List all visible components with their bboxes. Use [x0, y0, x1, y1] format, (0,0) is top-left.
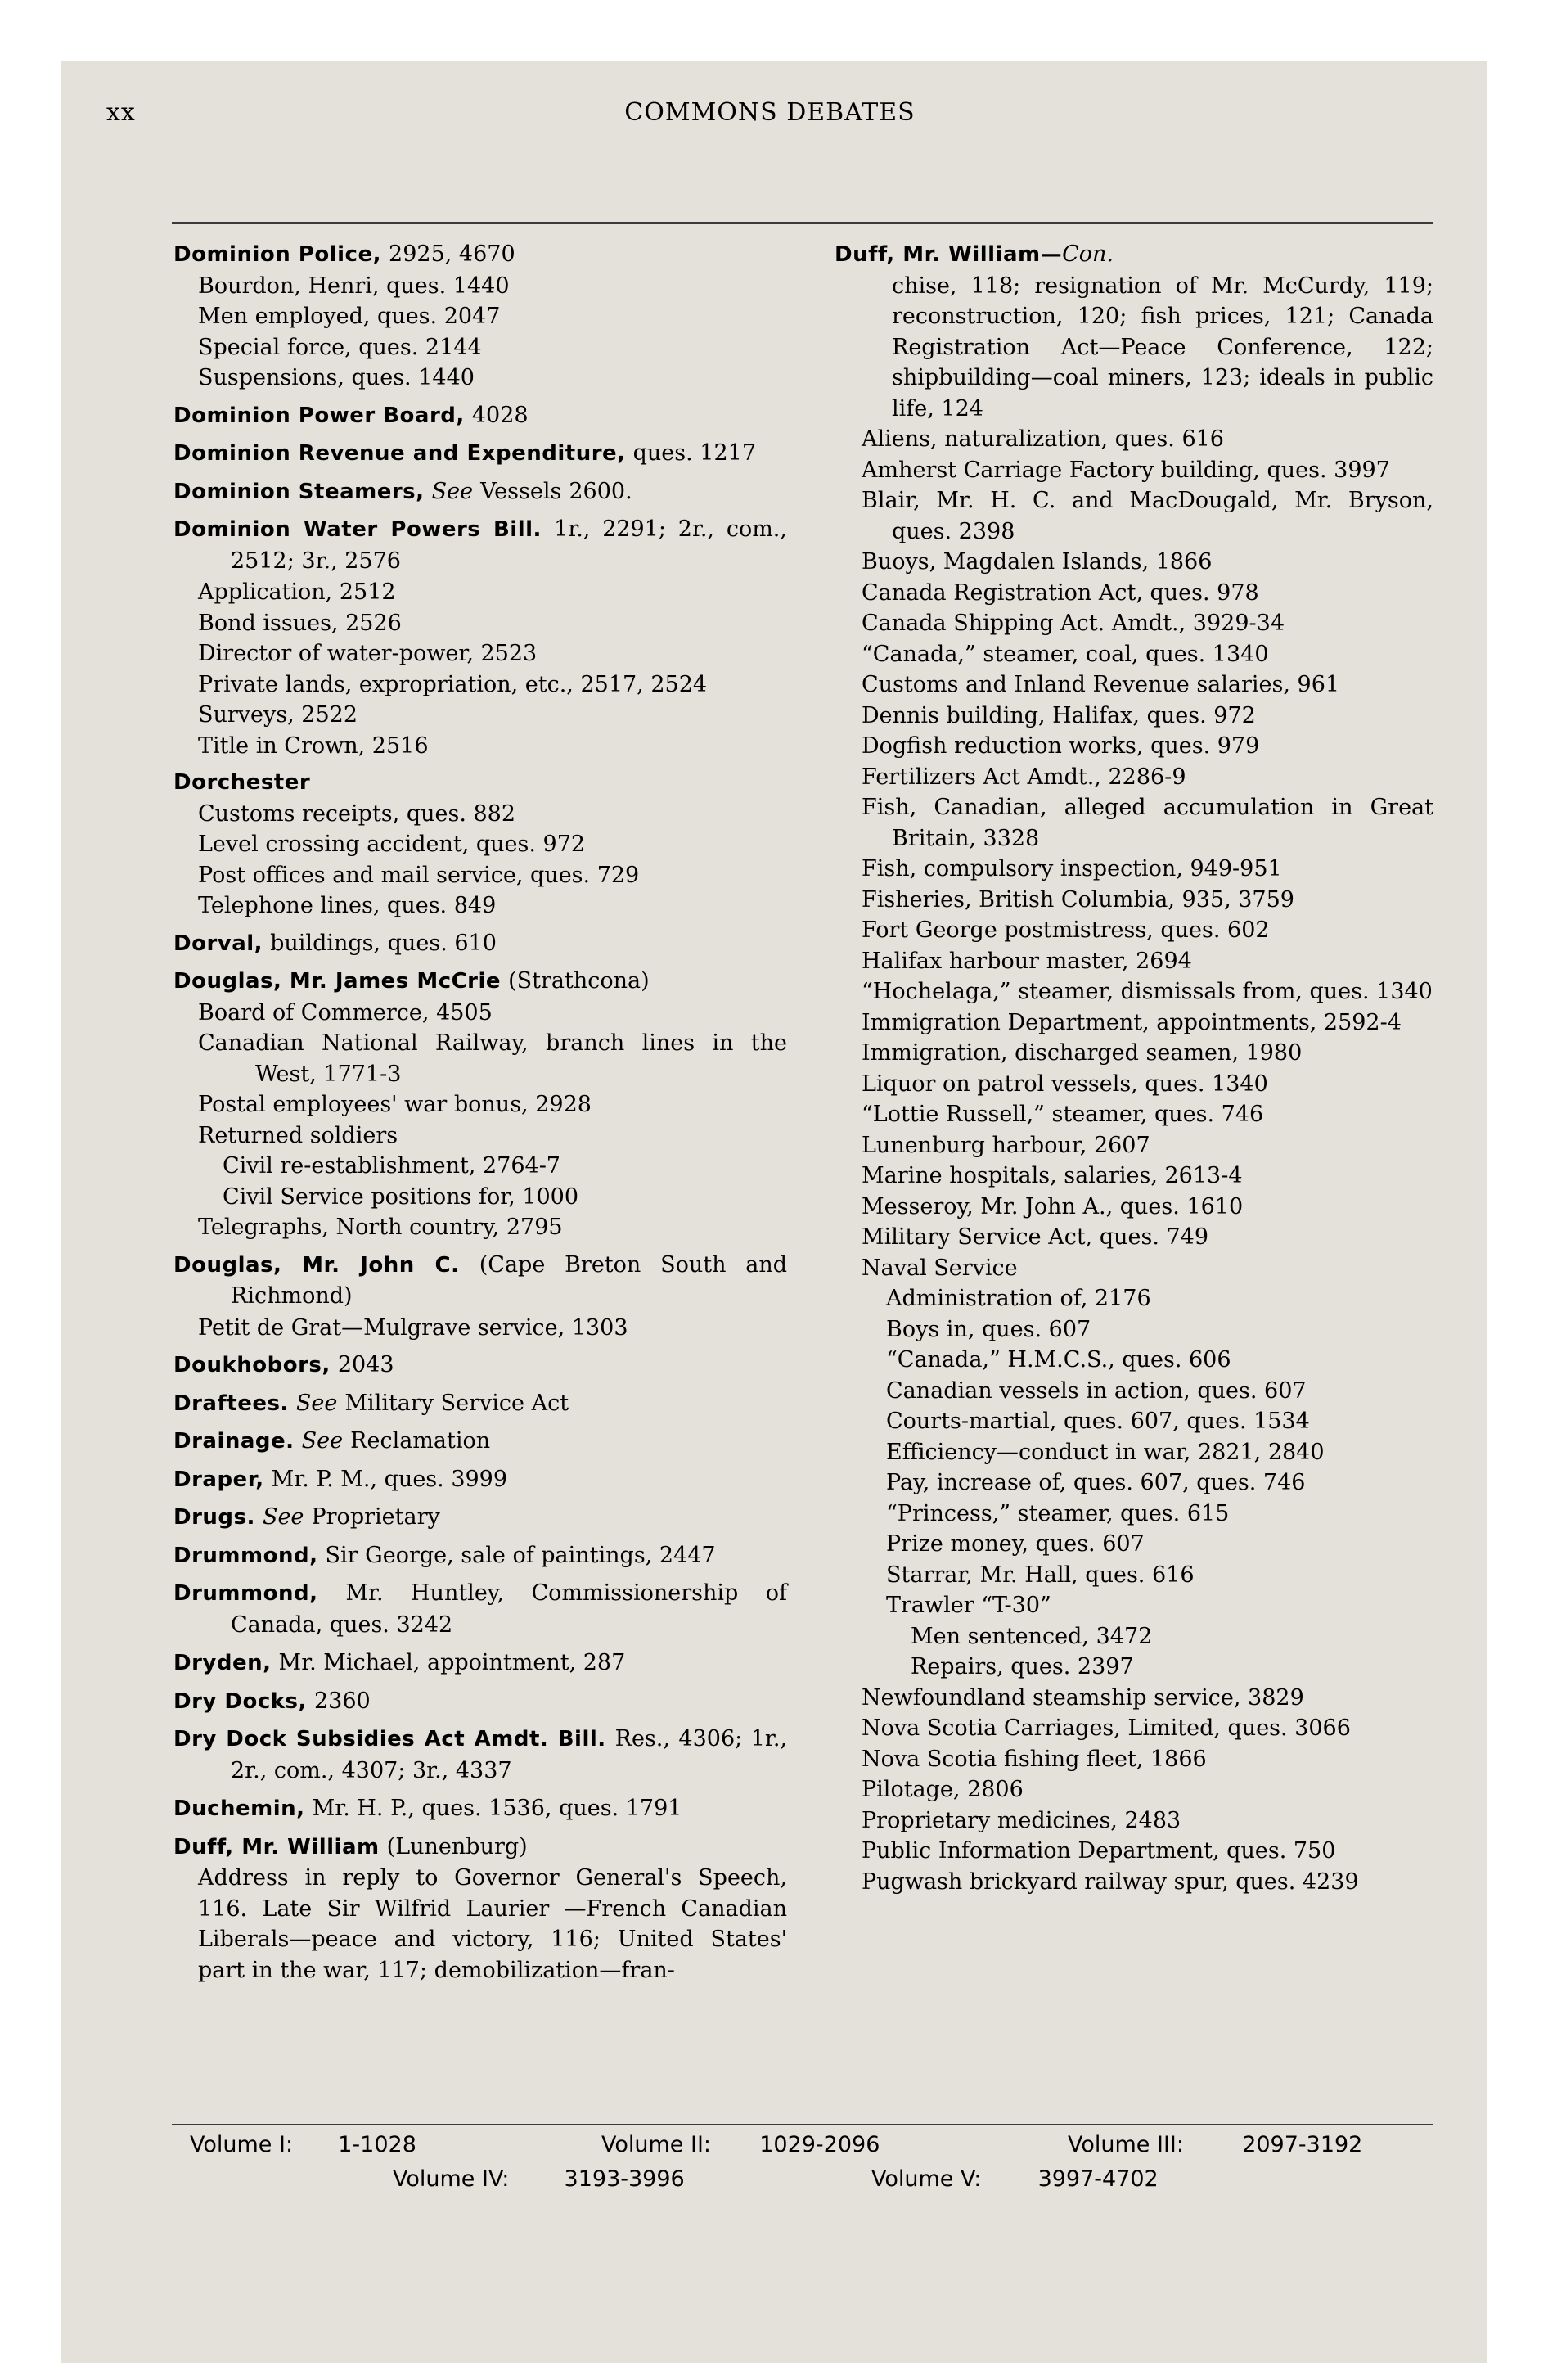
entry-subsubheading: Repairs, ques. 2397 [911, 1654, 1134, 1679]
entry-heading: Dominion Revenue and Expenditure, [173, 441, 626, 466]
entry-heading: Duff, Mr. William— [835, 242, 1063, 267]
index-entry [173, 1686, 787, 1718]
entry-subheading: Pugwash brickyard railway spur, ques. 4239 [862, 1868, 1359, 1895]
see-reference-target: Military Service Act [344, 1390, 569, 1416]
footer-volume-5-label: Volume V: [871, 2166, 982, 2192]
entry-subheading: Canada Registration Act, ques. 978 [862, 579, 1259, 606]
index-entry [173, 1250, 787, 1344]
entry-reference: ques. 1217 [632, 440, 756, 466]
entry-subheading: Petit de Grat—Mulgrave service, 1303 [198, 1314, 628, 1341]
entry-subheading: Halifax harbour master, 2694 [862, 948, 1192, 974]
index-entry [173, 239, 787, 394]
entry-heading-line [173, 438, 787, 470]
entry-subheading: “Hochelaga,” steamer, dismissals from, ques. 1340 [862, 979, 1433, 1004]
entry-subsubheading: Courts-martial, ques. 607, ques. 1534 [886, 1409, 1310, 1434]
entry-subheading: Special force, ques. 2144 [198, 334, 482, 360]
entry-subheading: Naval Service [862, 1255, 1018, 1281]
see-reference-label: See [301, 1428, 344, 1454]
entry-heading-line [173, 1724, 787, 1787]
entry-subsubheading: Canadian vessels in action, ques. 607 [886, 1377, 1307, 1404]
entry-subheading: Liquor on patrol vessels, ques. 1340 [862, 1071, 1268, 1097]
entry-heading: Drummond, [173, 1543, 318, 1568]
entry-reference: Sir George, sale of paintings, 2447 [325, 1542, 716, 1568]
entry-heading-line [173, 768, 787, 799]
entry-heading-line [173, 400, 787, 432]
entry-heading: Dry Dock Subsidies Act Amdt. Bill. [173, 1727, 606, 1751]
page-header [106, 98, 1433, 144]
entry-heading-line [173, 966, 787, 998]
page-folio: xx [106, 98, 136, 127]
entry-reference: buildings, ques. 610 [270, 930, 497, 956]
entry-subsubheading: Boys in, ques. 607 [886, 1316, 1091, 1342]
footer-volume-3-label: Volume III: [1068, 2132, 1184, 2157]
entry-subheading: Bond issues, 2526 [198, 610, 402, 636]
entry-subheading: Telegraphs, North country, 2795 [198, 1215, 563, 1240]
index-entry [173, 400, 787, 432]
index-entry [173, 1464, 787, 1496]
entry-subheading: Pilotage, 2806 [862, 1777, 1024, 1802]
entry-subsubheading: Prize money, ques. 607 [886, 1531, 1145, 1557]
entry-subheading: Postal employees' war bonus, 2928 [198, 1092, 592, 1117]
entry-paragraph: Address in reply to Governor General's Speech, 116. Late Sir Wilfrid Laurier —French Canadian Liberals—peace and victory, 116; United States' part in the war, 117; demobilization—fran- [198, 1865, 787, 1983]
footer-volume-2 [601, 2132, 880, 2157]
index-entry [173, 476, 787, 508]
entry-heading-line [173, 1426, 787, 1458]
entry-subheading: Surveys, 2522 [198, 702, 358, 728]
entry-reference: (Strathcona) [508, 968, 650, 994]
entry-reference: Mr. H. P., ques. 1536, ques. 1791 [312, 1796, 682, 1821]
footer-volume-2-range: 1029-2096 [759, 2132, 880, 2157]
footer-volume-1-range: 1-1028 [338, 2132, 416, 2157]
entry-subheading: Suspensions, ques. 1440 [198, 365, 475, 390]
entry-paragraph: chise, 118; resignation of Mr. McCurdy, 119; reconstruction, 120; fish prices, 121; Canada Registration Act—Peace Conference, 122; shipbuilding—coal miners, 123; ideals in public life, 124 [892, 273, 1433, 421]
entry-subsubheading: Civil re-establishment, 2764-7 [223, 1153, 560, 1179]
right-column [835, 239, 1433, 1897]
entry-subheading: Dennis building, Halifax, ques. 972 [862, 702, 1256, 728]
footer-volume-4-label: Volume IV: [393, 2166, 510, 2192]
entry-heading-line [173, 1502, 787, 1534]
entry-subheading: Marine hospitals, salaries, 2613-4 [862, 1163, 1243, 1188]
entry-subsubheading: Efficiency—conduct in war, 2821, 2840 [886, 1439, 1325, 1465]
entry-heading-line [173, 928, 787, 960]
entry-subheading: Immigration, discharged seamen, 1980 [862, 1040, 1303, 1066]
entry-subheading: Messeroy, Mr. John A., ques. 1610 [862, 1193, 1244, 1219]
index-entry [173, 1388, 787, 1420]
entry-subsubheading: Administration of, 2176 [886, 1286, 1151, 1311]
entry-reference: 4028 [471, 402, 529, 428]
entry-subheading: Immigration Department, appointments, 2592-4 [862, 1009, 1402, 1035]
entry-heading: Drugs. [173, 1505, 255, 1530]
entry-heading: Dry Docks, [173, 1688, 307, 1714]
entry-subsubheading: “Princess,” steamer, ques. 615 [886, 1500, 1230, 1526]
entry-subheading: Application, 2512 [198, 579, 396, 605]
entry-subheading: Newfoundland steamship service, 3829 [862, 1684, 1304, 1711]
entry-subheading: Blair, Mr. H. C. and MacDougald, Mr. Bryson, ques. 2398 [862, 488, 1433, 544]
entry-heading: Dryden, [173, 1651, 272, 1675]
entry-heading: Draper, [173, 1467, 264, 1492]
entry-heading-line [173, 1464, 787, 1496]
footer-volume-2-label: Volume II: [601, 2132, 712, 2157]
index-entry [173, 514, 787, 761]
entry-subheading: Nova Scotia Carriages, Limited, ques. 3066 [862, 1715, 1351, 1741]
index-entry [173, 1724, 787, 1787]
entry-reference: (Lunenburg) [386, 1833, 528, 1859]
footer-volume-3 [1068, 2132, 1362, 2157]
entry-subheading: Director of water-power, 2523 [198, 641, 538, 666]
entry-subsubheading: Trawler “T-30” [886, 1593, 1051, 1618]
entry-heading-line [173, 1540, 787, 1572]
entry-subheading: Returned soldiers [198, 1122, 398, 1148]
footer-rule [172, 2124, 1433, 2125]
see-reference-target: Reclamation [350, 1428, 491, 1454]
index-entry [173, 1832, 787, 1986]
entry-subheading: Customs receipts, ques. 882 [198, 800, 516, 827]
entry-reference: Mr. P. M., ques. 3999 [271, 1466, 508, 1492]
entry-subsubheading: Starrar, Mr. Hall, ques. 616 [886, 1562, 1195, 1588]
footer-volume-3-range: 2097-3192 [1242, 2132, 1363, 2157]
entry-subheading: Dogfish reduction works, ques. 979 [862, 733, 1260, 759]
entry-subsubheading: Men sentenced, 3472 [911, 1623, 1153, 1649]
entry-reference: Res., 4306; 1r., 2r., com., 4307; 3r., 4337 [231, 1726, 787, 1783]
footer-volume-1 [190, 2132, 416, 2157]
entry-heading: Dorval, [173, 931, 263, 956]
entry-heading: Dominion Water Powers Bill. [173, 517, 542, 542]
entry-heading-line [173, 514, 787, 577]
footer-volume-4-range: 3193-3996 [564, 2166, 685, 2192]
running-head: COMMONS DEBATES [624, 98, 916, 127]
entry-reference: Mr. Huntley, Commissionership of Canada, ques. 3242 [231, 1580, 787, 1638]
entry-heading: Drummond, [173, 1581, 318, 1606]
index-entry [173, 1502, 787, 1534]
entry-subheading: Lunenburg harbour, 2607 [862, 1132, 1150, 1158]
entry-subsubheading: “Canada,” H.M.C.S., ques. 606 [886, 1347, 1231, 1373]
left-column [173, 239, 787, 1992]
entry-heading: Dominion Police, [173, 242, 381, 267]
entry-heading-line [173, 1250, 787, 1313]
entry-heading-line [173, 1648, 787, 1679]
index-entry [173, 438, 787, 470]
entry-subheading: Public Information Department, ques. 750 [862, 1838, 1336, 1864]
entry-subheading: Title in Crown, 2516 [198, 732, 429, 759]
entry-subheading: Buoys, Magdalen Islands, 1866 [862, 549, 1213, 575]
entry-heading: Douglas, Mr. John C. [173, 1252, 460, 1278]
entry-subheading: Telephone lines, ques. 849 [198, 893, 497, 918]
footer-volume-1-label: Volume I: [190, 2132, 294, 2157]
entry-subsubheading: Civil Service positions for, 1000 [223, 1183, 579, 1210]
see-reference-label: See [262, 1504, 304, 1530]
index-entry [173, 966, 787, 1243]
entry-heading-line [173, 1832, 787, 1864]
entry-reference: 1r., 2291; 2r., com., 2512; 3r., 2576 [231, 516, 787, 574]
entry-subheading: Amherst Carriage Factory building, ques. 3997 [862, 457, 1390, 483]
entry-heading: Dominion Power Board, [173, 403, 465, 428]
index-entry [173, 1350, 787, 1382]
entry-reference: 2600. [569, 478, 632, 504]
entry-subheading: Post offices and mail service, ques. 729 [198, 862, 640, 888]
index-entry [173, 1793, 787, 1825]
entry-heading: Douglas, Mr. James McCrie [173, 969, 502, 994]
entry-subheading: Fish, compulsory inspection, 949-951 [862, 856, 1282, 881]
index-entry [173, 928, 787, 960]
entry-heading: Doukhobors, [173, 1353, 331, 1377]
entry-subheading: “Lottie Russell,” steamer, ques. 746 [862, 1102, 1264, 1127]
entry-subheading: “Canada,” steamer, coal, ques. 1340 [862, 641, 1269, 667]
see-reference-label: See [295, 1390, 338, 1416]
index-entry [173, 1540, 787, 1572]
entry-reference: (Cape Breton South and Richmond) [231, 1251, 787, 1309]
entry-subsubheading: Pay, increase of, ques. 607, ques. 746 [886, 1470, 1306, 1495]
entry-heading: Duff, Mr. William [173, 1834, 380, 1859]
entry-heading-line [173, 1350, 787, 1382]
entry-reference: 2043 [337, 1352, 394, 1377]
index-entry [173, 1578, 787, 1641]
entry-heading: Draftees. [173, 1391, 289, 1416]
entry-subheading: Board of Commerce, 4505 [198, 999, 493, 1025]
entry-reference: Mr. Michael, appointment, 287 [278, 1650, 626, 1675]
see-reference-target: Vessels [480, 478, 562, 504]
entry-heading-continued: Con. [1062, 241, 1114, 267]
entry-heading-line [173, 1686, 787, 1718]
entry-subheading: Proprietary medicines, 2483 [862, 1807, 1181, 1833]
entry-reference: 2360 [313, 1688, 371, 1714]
index-entry [173, 1648, 787, 1679]
entry-heading: Dominion Steamers, [173, 479, 425, 504]
entry-heading-line [173, 239, 787, 271]
see-reference-label: See [431, 478, 474, 504]
entry-subheading: Customs and Inland Revenue salaries, 961 [862, 672, 1340, 697]
index-entry [173, 1426, 787, 1458]
entry-subheading: Bourdon, Henri, ques. 1440 [198, 273, 510, 299]
see-reference-target: Proprietary [311, 1504, 440, 1530]
entry-subheading: Canadian National Railway, branch lines in the West, 1771-3 [198, 1030, 787, 1087]
entry-subheading: Fort George postmistress, ques. 602 [862, 917, 1270, 943]
footer-volume-4 [393, 2166, 685, 2192]
header-rule [172, 222, 1433, 224]
footer-volume-5 [871, 2166, 1159, 2192]
entry-heading: Dorchester [173, 770, 311, 795]
index-entry [173, 768, 787, 922]
entry-subheading: Nova Scotia fishing fleet, 1866 [862, 1746, 1207, 1772]
entry-subheading: Fish, Canadian, alleged accumulation in Great Britain, 3328 [862, 795, 1433, 851]
entry-subheading: Men employed, ques. 2047 [198, 304, 501, 329]
entry-heading-line [173, 1578, 787, 1641]
entry-heading-line [173, 1793, 787, 1825]
entry-heading-line [173, 476, 787, 508]
entry-subheading: Military Service Act, ques. 749 [862, 1224, 1209, 1250]
entry-subheading: Aliens, naturalization, ques. 616 [862, 426, 1224, 452]
footer-volume-5-range: 3997-4702 [1037, 2166, 1159, 2192]
entry-heading: Duchemin, [173, 1796, 305, 1821]
entry-heading-line [173, 1388, 787, 1420]
entry-reference: 2925, 4670 [389, 241, 515, 267]
entry-subheading: Canada Shipping Act. Amdt., 3929-34 [862, 611, 1285, 636]
entry-subheading: Fertilizers Act Amdt., 2286-9 [862, 764, 1186, 790]
entry-heading: Drainage. [173, 1429, 295, 1454]
entry-heading-line [835, 239, 1433, 271]
entry-subheading: Fisheries, British Columbia, 935, 3759 [862, 886, 1294, 913]
entry-subheading: Level crossing accident, ques. 972 [198, 832, 586, 857]
entry-subheading: Private lands, expropriation, etc., 2517, 2524 [198, 671, 708, 697]
